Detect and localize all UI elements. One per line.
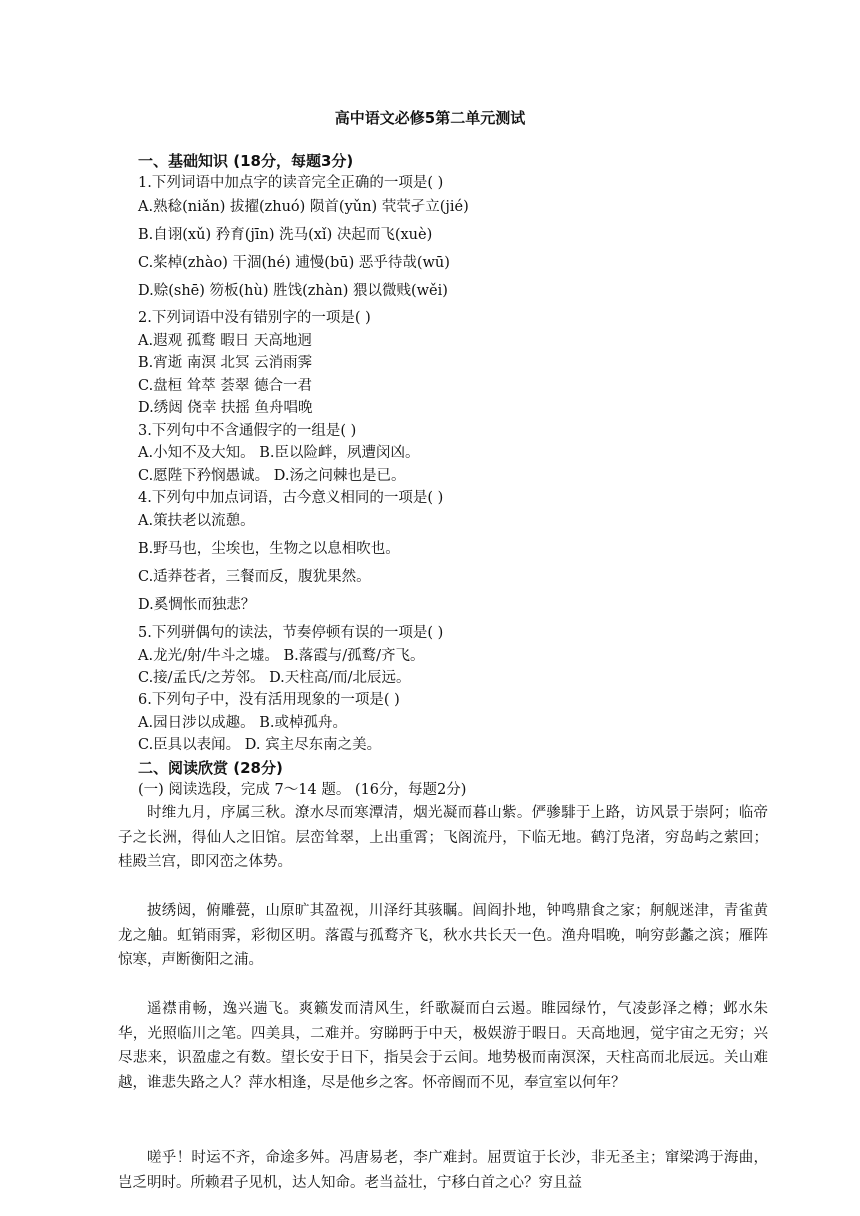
question-6-stem: 6.下列句子中，没有活用现象的一项是( ) [138,692,400,708]
question-1-option-d: D.赊(shē) 笏板(hù) 胜饯(zhàn) 猥以微贱(wěi) [138,283,448,299]
question-5-stem: 5.下列骈偶句的读法，节奏停顿有误的一项是( ) [138,625,444,641]
passage-paragraph: 披绣闼，俯雕甍，山原旷其盈视，川泽纡其骇瞩。闾阎扑地，钟鸣鼎食之家；舸舰迷津，青雀黄龙之舳。虹销雨霁，彩彻区明。落霞与孤鹜齐飞，秋水共长天一色。渔舟唱晚，响穷彭蠡之滨；雁阵惊寒，声断衡阳之浦。 [118,903,768,969]
question-2-option-c: C.盘桓 耸萃 荟翠 德合一君 [138,378,313,394]
passage-paragraph: 嗟乎！时运不齐，命途多舛。冯唐易老，李广难封。屈贾谊于长沙，非无圣主；窜梁鸿于海曲，岂乏明时。所赖君子见机，达人知命。老当益壮，宁移白首之心？穷且益 [118,1150,768,1191]
section-basic-knowledge: 一、基础知识 (18分，每题3分) [138,152,354,170]
question-1-option-b: B.自诩(xǔ) 矜育(jīn) 洗马(xǐ) 决起而飞(xuè) [138,227,433,243]
question-1-option-c: C.桨棹(zhào) 干涸(hé) 逋慢(bū) 恶乎待哉(wū) [138,255,450,271]
question-4-option-c: C.适莽苍者，三餐而反，腹犹果然。 [138,569,371,585]
question-1-stem: 1.下列词语中加点字的读音完全正确的一项是( ) [138,175,444,191]
question-3-options-cd: C.愿陛下矜悯愚诚。 D.汤之问棘也是已。 [138,468,406,484]
question-2-option-d: D.绣闼 侥幸 扶摇 鱼舟唱晚 [138,400,313,416]
question-6-options-cd: C.臣具以表闻。 D. 宾主尽东南之美。 [138,737,382,753]
passage-paragraph: 遥襟甫畅，逸兴遄飞。爽籁发而清风生，纤歌凝而白云遏。睢园绿竹，气凌彭泽之樽；邺水朱华，光照临川之笔。四美具，二难并。穷睇眄于中天，极娱游于暇日。天高地迥，觉宇宙之无穷；兴尽悲来，识盈虚之有数。望长安于日下，指吴会于云间。地势极而南溟深，天柱高而北辰远。关山难越，谁悲失路之人？萍水相逢，尽是他乡之客。怀帝阍而不见，奉宣室以何年？ [118,1001,768,1091]
question-5-options-cd: C.接/孟氏/之芳邻。 D.天柱高/而/北辰远。 [138,670,411,686]
question-2-stem: 2.下列词语中没有错别字的一项是( ) [138,310,371,326]
question-5-options-ab: A.龙光/射/牛斗之墟。 B.落霞与/孤鹜/齐飞。 [138,648,425,664]
passage-paragraph: 时维九月，序属三秋。潦水尽而寒潭清，烟光凝而暮山紫。俨骖騑于上路，访风景于崇阿；临帝子之长洲，得仙人之旧馆。层峦耸翠，上出重霄；飞阁流丹，下临无地。鹤汀凫渚，穷岛屿之萦回；桂殿兰宫，即冈峦之体势。 [118,805,768,871]
question-4-option-d: D.奚惆怅而独悲？ [138,597,256,613]
question-4-option-a: A.策扶老以流憩。 [138,513,255,529]
reading-intro: (一) 阅读选段，完成 7～14 题。 (16分，每题2分) [138,782,467,798]
question-2-option-b: B.宵逝 南溟 北冥 云消雨霁 [138,355,313,371]
question-4-stem: 4.下列句中加点词语，古今意义相同的一项是( ) [138,490,444,506]
question-3-stem: 3.下列句中不含通假字的一组是( ) [138,423,357,439]
question-4-option-b: B.野马也，尘埃也，生物之以息相吹也。 [138,541,400,557]
question-6-options-ab: A.园日涉以成趣。 B.或棹孤舟。 [138,715,347,731]
section-reading: 二、阅读欣赏 (28分) [138,759,283,777]
question-3-options-ab: A.小知不及大知。 B.臣以险衅，夙遭闵凶。 [138,445,420,461]
question-2-option-a: A.遐观 孤鹜 暇日 天高地迥 [138,333,312,349]
page-title: 高中语文必修5第二单元测试 [334,109,526,127]
question-1-option-a: A.熟稔(niǎn) 拔擢(zhuó) 陨首(yǔn) 茕茕孑立(jié) [138,199,469,215]
